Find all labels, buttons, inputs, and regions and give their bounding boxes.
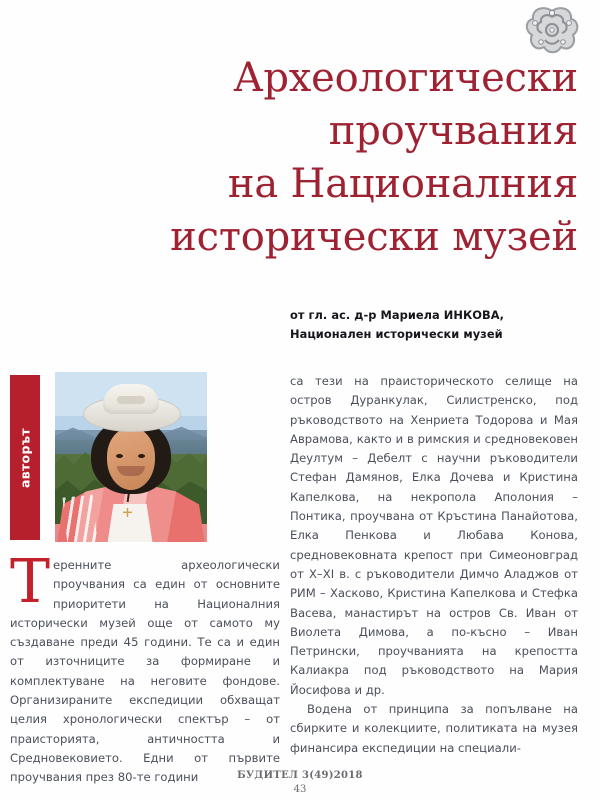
filigree-medallion-icon: [521, 4, 583, 56]
photo-eye-left: [116, 454, 123, 458]
author-tab: [10, 375, 40, 540]
author-tab-label: авторът: [17, 427, 33, 488]
footer-issue: БУДИТЕЛ 3(49)2018: [237, 770, 363, 781]
body-column-right: [290, 372, 578, 758]
photo-shirt: [107, 504, 153, 542]
drop-cap: Т: [10, 547, 51, 617]
byline-author: от гл. ас. д-р Мариела ИНКОВА,: [290, 308, 505, 322]
left-paragraph-1: [10, 547, 280, 788]
right-paragraph-1: са тези на праисторическото селище на остров Дуранкулак, Силистренско, под ръководството на Хенриета Тодорова и Мая Аврамова, както и в римския и средновековен Деултум – Дебелт с научни ръководители Стефан Дамянов, Елка Дочева и Кристина Капелкова, на некропола Аполония – Понтика, проучвана от Кръстина Панайотова, Елка Пенкова и Любава Конова, средновековната крепост при Симеоновград от X–XI в. с ръководители Димчо Аладжов от РИМ – Хасково, Кристина Капелкова и Стефка Васева, манастирът на остров Св. Иван от Виолета Димова, а по-късно – Иван Петрински, проучванията на крепостта Калиакра под ръководството на Мария Йосифова и др.: [290, 374, 578, 697]
photo-jacket-stripes: [63, 495, 98, 542]
page-title: [150, 52, 578, 264]
right-paragraph-2: Водена от принципа за попълване на сбирките и колекциите, политиката на музея финансира експедиции на специали-: [290, 702, 578, 755]
title-line-4: исторически музей: [170, 214, 578, 260]
page-footer: [0, 770, 600, 795]
photo-background: [55, 372, 207, 542]
byline: [290, 306, 578, 344]
photo-face: [107, 428, 155, 490]
byline-affiliation: Национален исторически музей: [290, 327, 503, 341]
title-line-3: на Националния: [227, 161, 578, 207]
title-line-1: Археологически: [233, 55, 578, 101]
footer-page-number: 43: [293, 784, 307, 795]
photo-hat-crown: [103, 384, 159, 414]
body-column-left: [10, 547, 280, 788]
photo-eye-right: [138, 454, 145, 458]
title-line-2: проучвания: [328, 108, 578, 154]
left-paragraph-1-text: еренните археологически проучвания са един от основните приоритети на Националния исторически музей още от самото му създаване преди 45 години. Те са и един от източниците за формиране и комплектуване на неговите фондове. Организираните експедиции обхващат целия хронологически спектър – от праисторията, античността и Средновековието. Едни от първите проучвания през 80-те години: [10, 558, 280, 785]
author-photo: [55, 372, 207, 542]
